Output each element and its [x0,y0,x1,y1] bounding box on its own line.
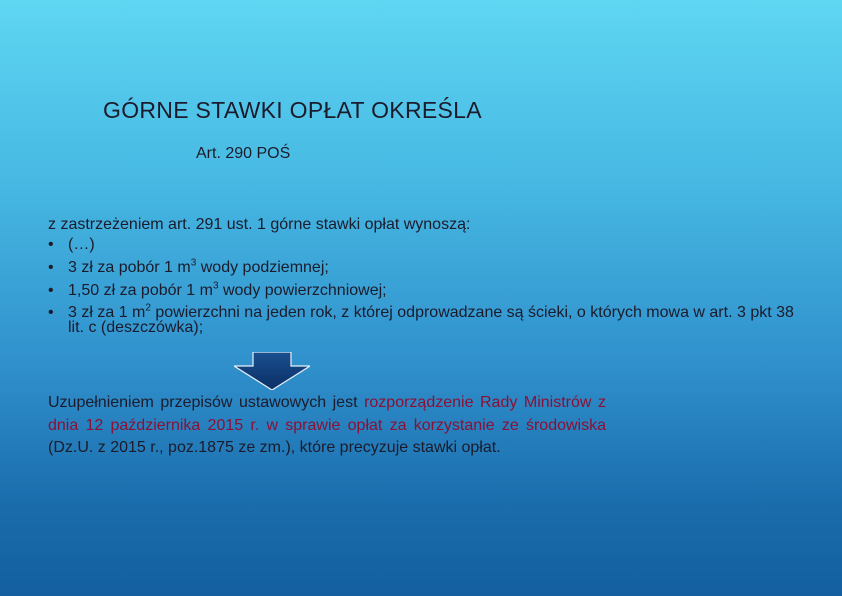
list-item: • 3 zł za pobór 1 $m^3$ wody podziemnej; [48,259,808,277]
list-item: • 1,50 zł za pobór 1 $m^3$ wody powierzchniowej; [48,282,808,300]
list-item: • (…) [48,236,808,254]
regulation-title: rozporządzenie Rady Ministrów z dnia 12 października 2015 r. w sprawie opłat za korzystanie ze środowiska [48,394,606,434]
down-arrow-icon [234,352,310,390]
regulation-paragraph: Uzupełnieniem przepisów ustawowych jest rozporządzenie Rady Ministrów z dnia 12 października 2015 r. w sprawie opłat za korzystanie ze środowiska (Dz.U. z 2015 r., poz.1875 ze zm.), które precyzuje stawki opłat. [48,394,606,456]
rates-list [48,236,808,335]
list-item: • 3 zł za 1 $m^2$ powierzchni na jeden rok, z której odprowadzane są ścieki, o których mowa w art. 3 pkt 38 lit. c (deszczówka); [48,305,808,335]
article-reference: Art. 290 POŚ [196,145,291,162]
slide-title: GÓRNE STAWKI OPŁAT OKREŚLA [103,97,482,123]
intro-text: z zastrzeżeniem art. 291 ust. 1 górne stawki opłat wynoszą: [48,216,471,233]
